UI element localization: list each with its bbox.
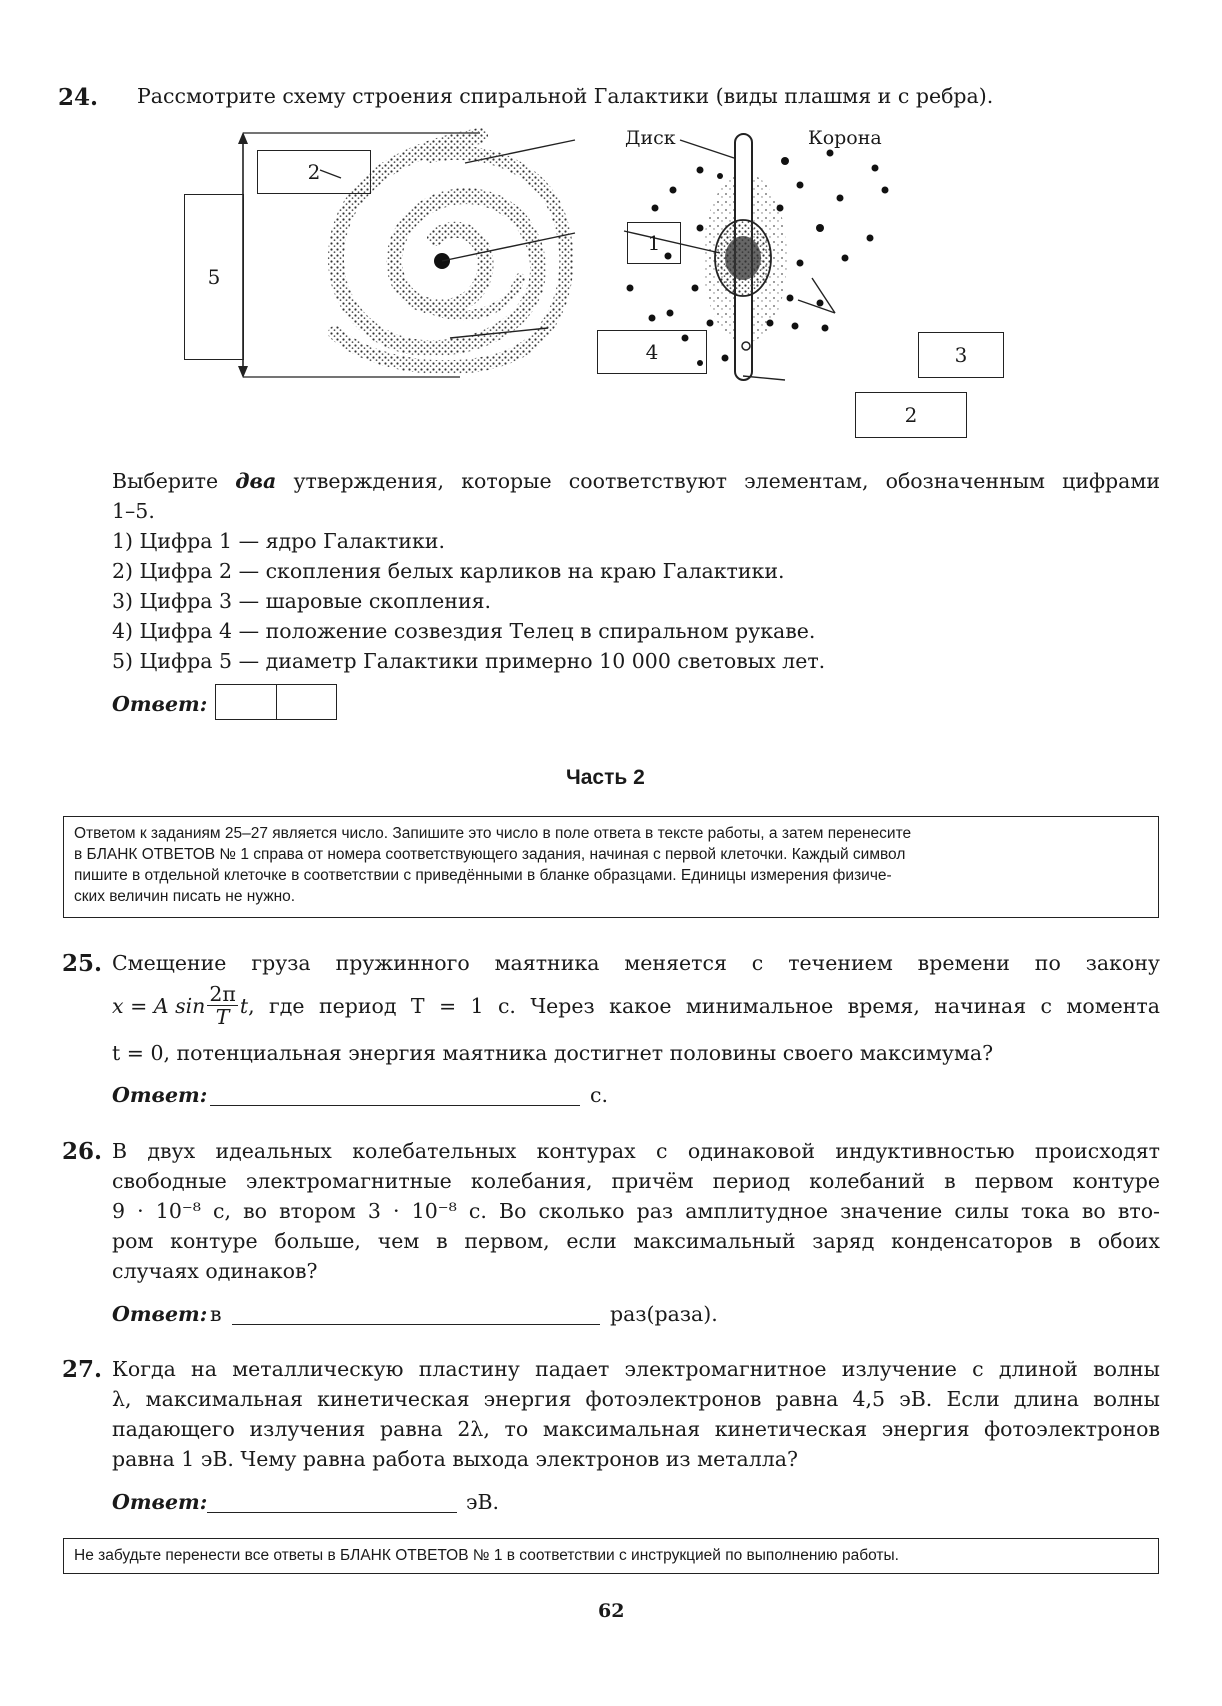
- q24-number: 24.: [58, 84, 99, 111]
- q27-answer-label: Ответ:: [112, 1490, 208, 1514]
- q24-answer-label: Ответ:: [112, 692, 208, 716]
- q27-number: 27.: [62, 1356, 103, 1383]
- q24-answer-cell-1[interactable]: [216, 685, 276, 719]
- label-box-2-face: 2: [257, 150, 371, 194]
- q26-text: В двух идеальных колебательных контурах с одинаковой индуктивностью происходят свободные электромагнитные колебания, причём период колебаний в первом контуре 9 · 10⁻⁸ с, во втором 3 · 10⁻⁸ с. Во сколько раз амплитудное значение силы тока во вто- ром контуре больше, чем в первом, если максимальный заряд конденсаторов в обоих случаях одинаков?: [112, 1139, 1160, 1283]
- label-disk: Диск: [625, 128, 676, 149]
- q24-options: [112, 526, 825, 676]
- label-box-4: 4: [597, 330, 707, 374]
- q24-option-3: 3) Цифра 3 — шаровые скопления.: [112, 589, 492, 613]
- q26-number: 26.: [62, 1138, 103, 1165]
- label-box-1: 1: [627, 222, 681, 264]
- q24-text: Рассмотрите схему строения спиральной Галактики (виды плашмя и с ребра).: [137, 84, 994, 108]
- q24-option-4: 4) Цифра 4 — положение созвездия Телец в спиральном рукаве.: [112, 619, 816, 643]
- formula-fraction: $\frac{2\pi}{T}$: [209, 982, 236, 1029]
- q27-unit: эВ.: [466, 1490, 500, 1514]
- label-corona: Корона: [808, 128, 882, 149]
- q24-option-5: 5) Цифра 5 — диаметр Галактики примерно 10 000 световых лет.: [112, 649, 826, 673]
- q24-option-1: 1) Цифра 1 — ядро Галактики.: [112, 529, 445, 553]
- q25-text: Смещение груза пружинного маятника меняется с течением времени по закону: [112, 951, 1160, 975]
- formula-lhs: x = A sin: [112, 993, 206, 1018]
- q27-answer-field[interactable]: [207, 1490, 457, 1513]
- q25-unit: с.: [590, 1083, 608, 1107]
- q25-line3: t = 0, потенциальная энергия маятника достигнет половины своего максимума?: [112, 1041, 994, 1065]
- q25-formula-line: [112, 983, 1160, 1028]
- formula-t: t: [239, 993, 249, 1018]
- q25-answer-field[interactable]: [210, 1083, 580, 1106]
- label-box-5: 5: [184, 194, 244, 360]
- q25-number: 25.: [62, 950, 103, 977]
- q26-prefix: в: [210, 1302, 222, 1326]
- page-number: 62: [598, 1600, 625, 1622]
- part-2-title: Часть 2: [566, 766, 645, 789]
- q25-answer-label: Ответ:: [112, 1083, 208, 1107]
- footer-note: Не забудьте перенести все ответы в БЛАНК ОТВЕТОВ № 1 в соответствии с инструкцией по выполнению работы.: [63, 1538, 1159, 1574]
- q24-option-2: 2) Цифра 2 — скопления белых карликов на краю Галактики.: [112, 559, 785, 583]
- part-2-instructions: Ответом к заданиям 25–27 является число. Запишите это число в поле ответа в тексте работы, а затем перенесите в БЛАНК ОТВЕТОВ № 1 справа от номера соответствующего задания, начиная с первой клеточки. Каждый символ пишите в отдельной клеточке в соответствии с приведёнными в бланке образцами. Единицы измерения физиче- ских величин писать не нужно.: [63, 816, 1159, 918]
- q26-answer-label: Ответ:: [112, 1302, 208, 1326]
- label-box-2-edge: 2: [855, 392, 967, 438]
- q27-text: Когда на металлическую пластину падает электромагнитное излучение с длиной волны λ, максимальная кинетическая энергия фотоэлектронов равна 4,5 эВ. Если длина волны падающего излучения равна 2λ, то максимальная кинетическая энергия фотоэлектронов равна 1 эВ. Чему равна работа выхода электронов из металла?: [112, 1357, 1160, 1471]
- q25-line2-rest: , где период T = 1 с. Через какое минимальное время, начиная с момента: [248, 993, 1160, 1018]
- label-box-3: 3: [918, 332, 1004, 378]
- q26-answer-field[interactable]: [232, 1302, 600, 1325]
- q24-answer-cell-2[interactable]: [276, 685, 336, 719]
- q26-unit: раз(раза).: [610, 1302, 718, 1326]
- q24-prompt: Выберите два утверждения, которые соответствуют элементам, обозначенным цифрами 1–5.: [112, 469, 1160, 523]
- q24-answer-box[interactable]: [215, 684, 337, 720]
